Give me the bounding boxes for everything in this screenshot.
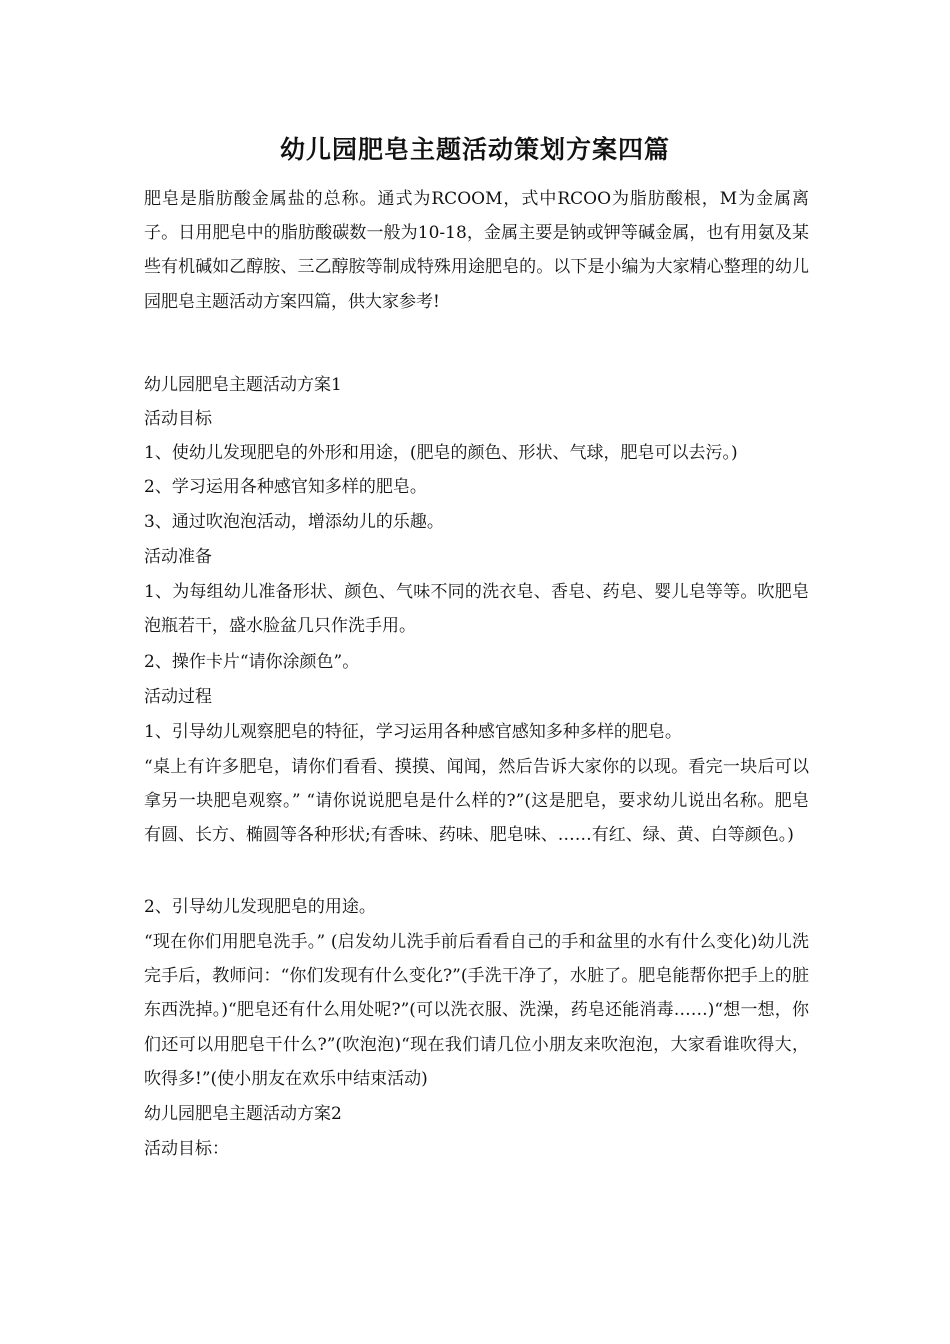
plan1-goal-heading: 活动目标 xyxy=(144,409,212,429)
plan2-goal-heading: 活动目标： xyxy=(144,1139,229,1159)
plan1-prep-item-2: 2、操作卡片“请你涂颜色”。 xyxy=(144,652,360,672)
plan1-process-item-1: 1、引导幼儿观察肥皂的特征，学习运用各种感官感知多种多样的肥皂。 xyxy=(144,722,682,742)
document-title: 幼儿园肥皂主题活动策划方案四篇 xyxy=(279,135,670,164)
plan1-goal-item-2: 2、学习运用各种感官知多样的肥皂。 xyxy=(144,477,427,497)
plan1-process-heading: 活动过程 xyxy=(144,687,212,707)
plan1-prep-heading: 活动准备 xyxy=(144,547,212,567)
plan1-process-item-2: 2、引导幼儿发现肥皂的用途。 xyxy=(144,897,376,917)
plan1-process-item-1-detail: “桌上有许多肥皂，请你们看看、摸摸、闻闻，然后告诉大家你的以现。看完一块后可以拿另一块肥皂观察。” “请你说说肥皂是什么样的?”(这是肥皂，要求幼儿说出名称。肥皂有圆、长方、椭圆等各种形状;有香味、药味、肥皂味、……有红、绿、黄、白等颜色。) xyxy=(144,757,809,846)
plan1-goal-item-3: 3、通过吹泡泡活动，增添幼儿的乐趣。 xyxy=(144,512,444,532)
plan2-heading: 幼儿园肥皂主题活动方案2 xyxy=(144,1104,342,1124)
plan1-heading: 幼儿园肥皂主题活动方案1 xyxy=(144,375,342,395)
plan1-goal-item-1: 1、使幼儿发现肥皂的外形和用途，(肥皂的颜色、形状、气球，肥皂可以去污。) xyxy=(144,443,738,463)
intro-paragraph: 肥皂是脂肪酸金属盐的总称。通式为RCOOM，式中RCOO为脂肪酸根，M为金属离子。日用肥皂中的脂肪酸碳数一般为10-18，金属主要是钠或钾等碱金属，也有用氨及某些有机碱如乙醇胺、三乙醇胺等制成特殊用途肥皂的。以下是小编为大家精心整理的幼儿园肥皂主题活动方案四篇，供大家参考! xyxy=(144,189,809,312)
plan1-process-item-2-detail: “现在你们用肥皂洗手。” (启发幼儿洗手前后看看自己的手和盆里的水有什么变化)幼儿洗完手后，教师问：“你们发现有什么变化?”(手洗干净了，水脏了。肥皂能帮你把手上的脏东西洗掉。)“肥皂还有什么用处呢?”(可以洗衣服、洗澡，药皂还能消毒……)“想一想，你们还可以用肥皂干什么?”(吹泡泡)“现在我们请几位小朋友来吹泡泡，大家看谁吹得大，吹得多!”(使小朋友在欢乐中结束活动) xyxy=(144,932,809,1089)
plan1-prep-item-1: 1、为每组幼儿准备形状、颜色、气味不同的洗衣皂、香皂、药皂、婴儿皂等等。吹肥皂泡瓶若干，盛水脸盆几只作洗手用。 xyxy=(144,582,809,637)
